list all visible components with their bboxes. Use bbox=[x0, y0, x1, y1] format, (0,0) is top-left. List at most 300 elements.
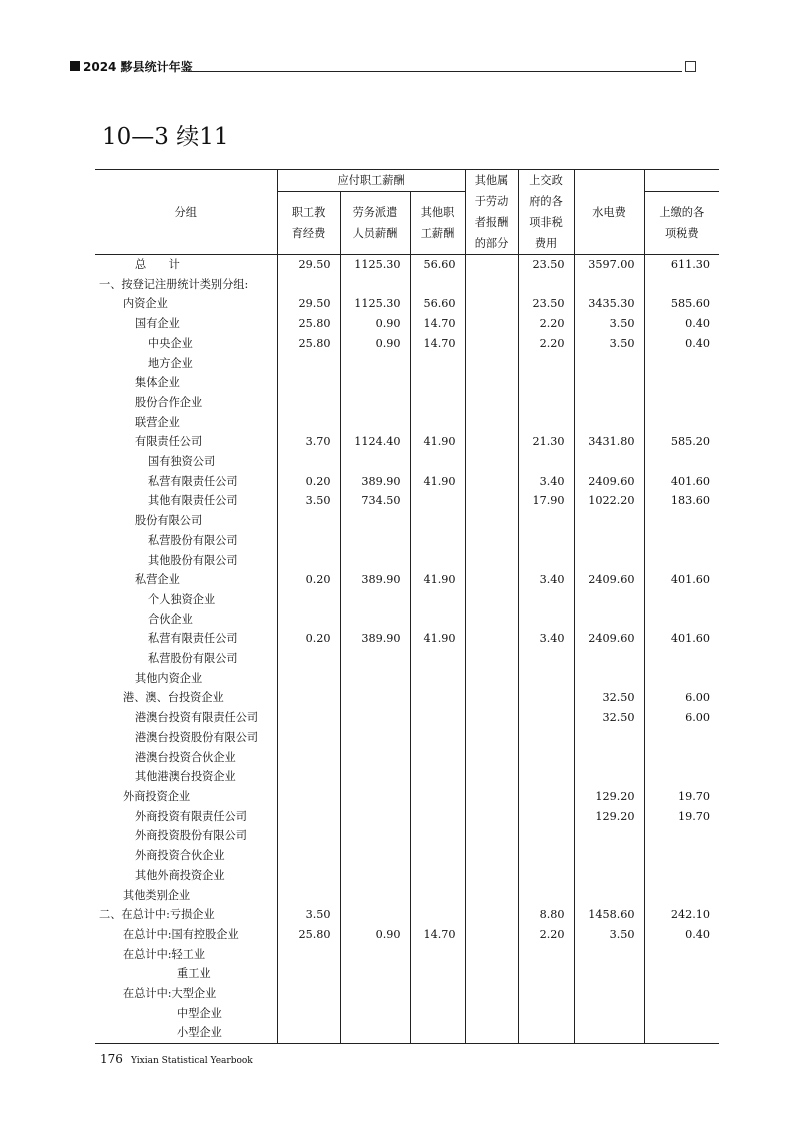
header-box-icon bbox=[685, 61, 696, 72]
cell-value: 2409.60 bbox=[574, 472, 644, 492]
cell-value bbox=[410, 1004, 465, 1024]
row-label: 国有独资公司 bbox=[148, 455, 216, 469]
cell-value bbox=[465, 984, 518, 1004]
table-row bbox=[95, 688, 719, 708]
cell-value bbox=[340, 688, 410, 708]
cell-value bbox=[340, 590, 410, 610]
table-row bbox=[95, 708, 719, 728]
cell-value bbox=[574, 511, 644, 531]
row-label: 在总计中:轻工业 bbox=[123, 947, 206, 961]
cell-value: 0.40 bbox=[644, 925, 719, 945]
cell-value bbox=[644, 649, 719, 669]
cell-value bbox=[340, 728, 410, 748]
cell-value bbox=[574, 748, 644, 768]
row-label: 中央企业 bbox=[148, 336, 193, 350]
cell-value: 0.20 bbox=[277, 570, 340, 590]
cell-value bbox=[518, 590, 574, 610]
row-label: 有限责任公司 bbox=[135, 435, 203, 449]
cell-value: 8.80 bbox=[518, 905, 574, 925]
header-utilities: 水电费 bbox=[574, 170, 644, 255]
cell-value bbox=[340, 669, 410, 689]
cell-value bbox=[574, 649, 644, 669]
cell-value: 29.50 bbox=[277, 294, 340, 314]
cell-value bbox=[410, 1023, 465, 1043]
cell-value: 19.70 bbox=[644, 787, 719, 807]
cell-value: 3.50 bbox=[574, 314, 644, 334]
cell-value bbox=[340, 413, 410, 433]
cell-value bbox=[340, 945, 410, 965]
cell-value: 2.20 bbox=[518, 314, 574, 334]
cell-value: 3.50 bbox=[277, 491, 340, 511]
cell-value: 3.40 bbox=[518, 472, 574, 492]
cell-value bbox=[340, 531, 410, 551]
cell-value bbox=[465, 728, 518, 748]
cell-value bbox=[410, 531, 465, 551]
table-row bbox=[95, 275, 719, 295]
cell-value bbox=[465, 886, 518, 906]
cell-value: 3431.80 bbox=[574, 432, 644, 452]
cell-value: 129.20 bbox=[574, 787, 644, 807]
cell-value: 6.00 bbox=[644, 688, 719, 708]
cell-value bbox=[465, 570, 518, 590]
data-table bbox=[95, 169, 719, 1044]
cell-value bbox=[465, 511, 518, 531]
cell-value bbox=[277, 984, 340, 1004]
row-label: 总 计 bbox=[135, 258, 180, 271]
table-row bbox=[95, 748, 719, 768]
cell-value bbox=[574, 610, 644, 630]
cell-value: 401.60 bbox=[644, 472, 719, 492]
table-row bbox=[95, 354, 719, 374]
cell-value bbox=[410, 826, 465, 846]
row-label: 在总计中:国有控股企业 bbox=[123, 927, 239, 941]
cell-value bbox=[518, 708, 574, 728]
table-row bbox=[95, 373, 719, 393]
cell-value bbox=[644, 275, 719, 295]
cell-value bbox=[518, 767, 574, 787]
cell-value bbox=[277, 610, 340, 630]
table-row bbox=[95, 1023, 719, 1043]
cell-value bbox=[574, 373, 644, 393]
row-label: 外商投资股份有限公司 bbox=[135, 829, 247, 843]
cell-value bbox=[340, 452, 410, 472]
cell-value bbox=[518, 511, 574, 531]
cell-value: 611.30 bbox=[644, 255, 719, 275]
row-label: 联营企业 bbox=[135, 415, 180, 429]
table-row bbox=[95, 984, 719, 1004]
row-label: 私营有限责任公司 bbox=[148, 474, 238, 488]
header-group: 分组 bbox=[95, 170, 277, 255]
cell-value bbox=[644, 354, 719, 374]
cell-value bbox=[340, 984, 410, 1004]
table-row bbox=[95, 452, 719, 472]
cell-value: 25.80 bbox=[277, 334, 340, 354]
cell-value: 3.50 bbox=[574, 925, 644, 945]
row-label: 内资企业 bbox=[123, 297, 168, 311]
cell-value bbox=[465, 1023, 518, 1043]
cell-value bbox=[410, 354, 465, 374]
cell-value bbox=[465, 708, 518, 728]
cell-value bbox=[465, 393, 518, 413]
table-row bbox=[95, 807, 719, 827]
cell-value bbox=[574, 984, 644, 1004]
cell-value bbox=[465, 472, 518, 492]
table-row bbox=[95, 590, 719, 610]
cell-value: 389.90 bbox=[340, 570, 410, 590]
table-row bbox=[95, 491, 719, 511]
cell-value bbox=[340, 373, 410, 393]
cell-value: 1125.30 bbox=[340, 294, 410, 314]
cell-value: 0.40 bbox=[644, 334, 719, 354]
table-bottom-rule bbox=[95, 1044, 719, 1045]
cell-value bbox=[465, 688, 518, 708]
cell-value bbox=[465, 491, 518, 511]
cell-value bbox=[277, 531, 340, 551]
row-label: 中型企业 bbox=[177, 1006, 222, 1020]
cell-value bbox=[340, 649, 410, 669]
cell-value bbox=[277, 945, 340, 965]
cell-value bbox=[340, 787, 410, 807]
cell-value: 585.20 bbox=[644, 432, 719, 452]
cell-value bbox=[340, 807, 410, 827]
cell-value bbox=[277, 373, 340, 393]
cell-value bbox=[277, 767, 340, 787]
cell-value bbox=[410, 748, 465, 768]
cell-value: 14.70 bbox=[410, 334, 465, 354]
cell-value: 14.70 bbox=[410, 925, 465, 945]
cell-value bbox=[574, 846, 644, 866]
cell-value bbox=[465, 905, 518, 925]
cell-value bbox=[340, 748, 410, 768]
cell-value bbox=[465, 354, 518, 374]
cell-value bbox=[518, 748, 574, 768]
header-edu: 职工教 育经费 bbox=[277, 192, 340, 255]
header-labor-dispatch: 劳务派遣 人员薪酬 bbox=[340, 192, 410, 255]
cell-value bbox=[518, 846, 574, 866]
cell-value bbox=[277, 708, 340, 728]
cell-value bbox=[465, 373, 518, 393]
cell-value bbox=[340, 511, 410, 531]
cell-value: 41.90 bbox=[410, 570, 465, 590]
cell-value bbox=[574, 551, 644, 571]
row-label: 小型企业 bbox=[177, 1026, 222, 1040]
table-row bbox=[95, 728, 719, 748]
cell-value bbox=[518, 649, 574, 669]
table-row bbox=[95, 846, 719, 866]
cell-value bbox=[518, 531, 574, 551]
cell-value bbox=[277, 688, 340, 708]
cell-value bbox=[465, 629, 518, 649]
cell-value: 0.20 bbox=[277, 629, 340, 649]
cell-value bbox=[574, 866, 644, 886]
cell-value bbox=[340, 905, 410, 925]
cell-value bbox=[277, 669, 340, 689]
row-label: 私营企业 bbox=[135, 573, 180, 587]
row-label: 私营有限责任公司 bbox=[148, 632, 238, 646]
cell-value bbox=[410, 551, 465, 571]
cell-value bbox=[644, 767, 719, 787]
table-row bbox=[95, 945, 719, 965]
cell-value bbox=[518, 1004, 574, 1024]
cell-value bbox=[518, 413, 574, 433]
cell-value bbox=[277, 787, 340, 807]
row-label: 合伙企业 bbox=[148, 612, 193, 626]
cell-value bbox=[465, 275, 518, 295]
row-label: 外商投资合伙企业 bbox=[135, 849, 225, 863]
cell-value bbox=[465, 964, 518, 984]
row-label: 其他类别企业 bbox=[123, 888, 191, 902]
cell-value: 242.10 bbox=[644, 905, 719, 925]
cell-value bbox=[644, 393, 719, 413]
cell-value bbox=[410, 393, 465, 413]
cell-value: 183.60 bbox=[644, 491, 719, 511]
table-row bbox=[95, 610, 719, 630]
cell-value bbox=[277, 886, 340, 906]
table-row bbox=[95, 886, 719, 906]
cell-value bbox=[277, 728, 340, 748]
cell-value bbox=[410, 590, 465, 610]
row-label: 私营股份有限公司 bbox=[148, 652, 238, 666]
cell-value: 3597.00 bbox=[574, 255, 644, 275]
table-row bbox=[95, 866, 719, 886]
cell-value bbox=[644, 531, 719, 551]
cell-value bbox=[518, 373, 574, 393]
cell-value: 29.50 bbox=[277, 255, 340, 275]
cell-value bbox=[465, 669, 518, 689]
cell-value bbox=[574, 886, 644, 906]
cell-value: 734.50 bbox=[340, 491, 410, 511]
row-label: 重工业 bbox=[177, 967, 211, 981]
cell-value: 3.40 bbox=[518, 570, 574, 590]
table-title: 10—3 续11 bbox=[102, 124, 229, 150]
cell-value: 56.60 bbox=[410, 255, 465, 275]
row-label: 港澳台投资合伙企业 bbox=[135, 750, 236, 764]
cell-value: 41.90 bbox=[410, 432, 465, 452]
row-label: 其他股份有限公司 bbox=[148, 553, 238, 567]
cell-value bbox=[518, 688, 574, 708]
table-row bbox=[95, 511, 719, 531]
cell-value: 389.90 bbox=[340, 472, 410, 492]
cell-value bbox=[574, 1023, 644, 1043]
cell-value bbox=[410, 511, 465, 531]
cell-value bbox=[518, 728, 574, 748]
table-row bbox=[95, 531, 719, 551]
cell-value: 3.40 bbox=[518, 629, 574, 649]
cell-value bbox=[277, 866, 340, 886]
row-label: 港澳台投资股份有限公司 bbox=[135, 730, 259, 744]
cell-value bbox=[518, 807, 574, 827]
cell-value: 585.60 bbox=[644, 294, 719, 314]
cell-value bbox=[644, 984, 719, 1004]
cell-value bbox=[277, 413, 340, 433]
cell-value bbox=[277, 590, 340, 610]
cell-value bbox=[410, 767, 465, 787]
row-label: 其他港澳台投资企业 bbox=[135, 770, 236, 784]
cell-value bbox=[410, 669, 465, 689]
cell-value bbox=[465, 807, 518, 827]
cell-value bbox=[410, 964, 465, 984]
row-label: 股份合作企业 bbox=[135, 395, 203, 409]
cell-value bbox=[410, 728, 465, 748]
cell-value: 21.30 bbox=[518, 432, 574, 452]
header-taxes: 上缴的各 项税费 bbox=[644, 192, 719, 255]
cell-value: 56.60 bbox=[410, 294, 465, 314]
cell-value bbox=[340, 708, 410, 728]
cell-value bbox=[644, 669, 719, 689]
cell-value bbox=[574, 531, 644, 551]
page-footer bbox=[100, 1048, 253, 1067]
cell-value bbox=[644, 452, 719, 472]
cell-value: 23.50 bbox=[518, 255, 574, 275]
cell-value bbox=[644, 728, 719, 748]
cell-value bbox=[518, 964, 574, 984]
cell-value bbox=[410, 452, 465, 472]
header-payable-wages: 应付职工薪酬 bbox=[277, 170, 465, 192]
cell-value bbox=[340, 866, 410, 886]
cell-value bbox=[410, 787, 465, 807]
cell-value bbox=[465, 649, 518, 669]
table-row bbox=[95, 1004, 719, 1024]
row-label: 外商投资有限责任公司 bbox=[135, 809, 247, 823]
cell-value bbox=[644, 1004, 719, 1024]
cell-value bbox=[410, 846, 465, 866]
table-row bbox=[95, 551, 719, 571]
cell-value bbox=[465, 945, 518, 965]
table-row bbox=[95, 649, 719, 669]
cell-value bbox=[340, 551, 410, 571]
cell-value bbox=[340, 767, 410, 787]
row-label: 其他内资企业 bbox=[135, 671, 203, 685]
cell-value bbox=[277, 511, 340, 531]
cell-value: 17.90 bbox=[518, 491, 574, 511]
cell-value bbox=[410, 373, 465, 393]
cell-value bbox=[574, 826, 644, 846]
cell-value bbox=[644, 886, 719, 906]
table-row bbox=[95, 393, 719, 413]
cell-value bbox=[277, 748, 340, 768]
cell-value bbox=[518, 886, 574, 906]
cell-value bbox=[518, 393, 574, 413]
cell-value bbox=[340, 393, 410, 413]
cell-value bbox=[465, 787, 518, 807]
cell-value: 32.50 bbox=[574, 708, 644, 728]
header-gov-fees: 上交政 府的各 项非税 费用 bbox=[518, 170, 574, 255]
cell-value bbox=[574, 669, 644, 689]
table-row bbox=[95, 905, 719, 925]
table-row bbox=[95, 669, 719, 689]
row-label: 国有企业 bbox=[135, 317, 180, 331]
cell-value bbox=[465, 866, 518, 886]
cell-value bbox=[465, 610, 518, 630]
cell-value bbox=[465, 1004, 518, 1024]
table-row bbox=[95, 294, 719, 314]
cell-value bbox=[410, 984, 465, 1004]
cell-value bbox=[410, 649, 465, 669]
cell-value bbox=[465, 551, 518, 571]
cell-value: 129.20 bbox=[574, 807, 644, 827]
publication-name: Yixian Statistical Yearbook bbox=[131, 1056, 253, 1066]
cell-value bbox=[410, 866, 465, 886]
cell-value: 41.90 bbox=[410, 472, 465, 492]
table-row bbox=[95, 925, 719, 945]
cell-value bbox=[410, 491, 465, 511]
cell-value: 401.60 bbox=[644, 629, 719, 649]
cell-value bbox=[340, 826, 410, 846]
cell-value bbox=[277, 649, 340, 669]
row-label: 港澳台投资有限责任公司 bbox=[135, 711, 259, 725]
cell-value: 25.80 bbox=[277, 925, 340, 945]
cell-value: 2409.60 bbox=[574, 570, 644, 590]
cell-value bbox=[574, 945, 644, 965]
cell-value bbox=[644, 826, 719, 846]
cell-value bbox=[644, 866, 719, 886]
cell-value bbox=[574, 964, 644, 984]
row-label: 其他外商投资企业 bbox=[135, 868, 225, 882]
cell-value bbox=[465, 767, 518, 787]
cell-value bbox=[574, 767, 644, 787]
cell-value bbox=[644, 413, 719, 433]
cell-value bbox=[465, 314, 518, 334]
cell-value bbox=[465, 531, 518, 551]
cell-value bbox=[277, 826, 340, 846]
cell-value bbox=[277, 846, 340, 866]
table-row bbox=[95, 964, 719, 984]
row-label: 外商投资企业 bbox=[123, 789, 191, 803]
cell-value bbox=[340, 275, 410, 295]
cell-value: 3.50 bbox=[574, 334, 644, 354]
cell-value bbox=[574, 275, 644, 295]
cell-value bbox=[277, 1023, 340, 1043]
cell-value bbox=[277, 1004, 340, 1024]
row-label: 股份有限公司 bbox=[135, 514, 203, 528]
cell-value bbox=[644, 373, 719, 393]
page-number: 176 bbox=[100, 1052, 123, 1066]
cell-value bbox=[644, 846, 719, 866]
cell-value bbox=[574, 1004, 644, 1024]
cell-value bbox=[410, 275, 465, 295]
cell-value bbox=[465, 925, 518, 945]
cell-value bbox=[574, 393, 644, 413]
cell-value bbox=[518, 354, 574, 374]
cell-value bbox=[340, 1004, 410, 1024]
cell-value bbox=[574, 354, 644, 374]
cell-value bbox=[465, 432, 518, 452]
header-rule bbox=[188, 71, 682, 72]
cell-value: 3.70 bbox=[277, 432, 340, 452]
table-body bbox=[95, 255, 719, 1044]
cell-value bbox=[340, 610, 410, 630]
cell-value bbox=[644, 748, 719, 768]
cell-value: 25.80 bbox=[277, 314, 340, 334]
cell-value: 3.50 bbox=[277, 905, 340, 925]
cell-value bbox=[465, 748, 518, 768]
cell-value bbox=[277, 275, 340, 295]
cell-value bbox=[518, 984, 574, 1004]
cell-value: 19.70 bbox=[644, 807, 719, 827]
cell-value bbox=[574, 452, 644, 472]
header-other-wages: 其他职 工薪酬 bbox=[410, 192, 465, 255]
page-header bbox=[70, 58, 696, 76]
row-label: 私营股份有限公司 bbox=[148, 533, 238, 547]
cell-value bbox=[574, 413, 644, 433]
header-other-labor: 其他属 于劳动 者报酬 的部分 bbox=[465, 170, 518, 255]
cell-value bbox=[644, 1023, 719, 1043]
cell-value bbox=[574, 728, 644, 748]
row-label: 一、按登记注册统计类别分组: bbox=[99, 277, 249, 291]
cell-value bbox=[518, 275, 574, 295]
cell-value: 23.50 bbox=[518, 294, 574, 314]
cell-value: 32.50 bbox=[574, 688, 644, 708]
